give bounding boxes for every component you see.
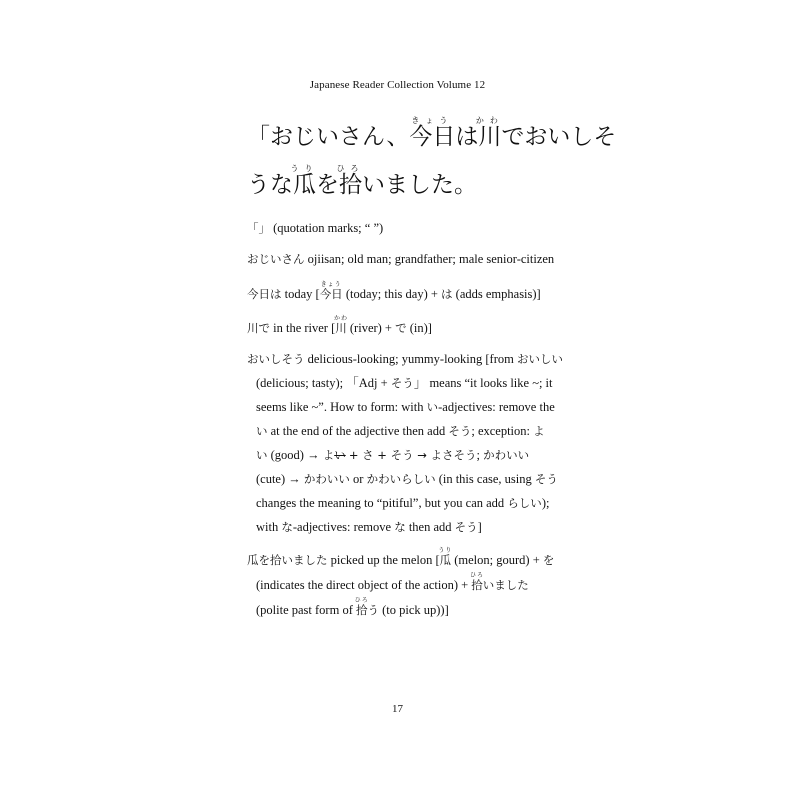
gloss-term: 「」	[247, 221, 270, 235]
gloss-meaning: (to pick up))]	[382, 603, 449, 617]
gloss-jp: いました	[482, 578, 529, 592]
gloss-particle: は	[441, 287, 453, 301]
gloss-furigana	[470, 572, 485, 592]
gloss-meaning: ojiisan; old man; grandfather; male senior-citizen	[307, 252, 555, 266]
gloss-jp: を	[542, 553, 555, 567]
sentence-text: うな	[247, 172, 293, 198]
gloss-jp: な	[281, 520, 293, 534]
gloss-line	[247, 443, 587, 467]
gloss-term: 瓜を拾いました	[247, 553, 328, 567]
gloss-jp: そう	[448, 424, 472, 438]
gloss-jp: らしい	[507, 496, 542, 510]
gloss-meaning: (good) →	[270, 448, 323, 462]
gloss-ojiisan	[247, 247, 587, 271]
gloss-meaning: (delicious; tasty); 「Adj +	[256, 376, 391, 390]
gloss-meaning: 」 means “it looks like ~; it	[413, 376, 553, 390]
gloss-meaning: (indicates the direct object of the action) +	[256, 578, 472, 592]
gloss-furigana	[319, 281, 343, 301]
gloss-particle: で	[395, 321, 407, 335]
gloss-meaning: );	[541, 496, 550, 510]
gloss-reading: きょう	[319, 281, 343, 288]
example-sentence-line-1	[247, 112, 617, 162]
gloss-jp: そう	[454, 520, 478, 534]
gloss-kanji: 今日	[319, 287, 343, 301]
gloss-jp: よ	[322, 448, 335, 462]
sentence-text: でおいしそ	[501, 124, 617, 150]
gloss-furigana	[354, 597, 369, 617]
gloss-line	[247, 572, 587, 597]
kanji-uri: 瓜	[290, 172, 319, 198]
gloss-jp: かわいらしい	[366, 472, 436, 486]
sentence-text: を	[316, 172, 339, 198]
furigana-uri	[290, 164, 319, 198]
gloss-uri-wo-hiroimashita	[247, 547, 587, 622]
gloss-jp: そう	[534, 472, 558, 486]
gloss-meaning: ;	[476, 448, 484, 462]
gloss-meaning: with	[256, 520, 282, 534]
gloss-meaning: today [	[284, 287, 320, 301]
gloss-meaning: changes the meaning to “pitiful”, but you can add	[256, 496, 508, 510]
gloss-line	[247, 371, 587, 395]
gloss-oishisou	[247, 347, 587, 539]
gloss-meaning: (cute) →	[256, 472, 304, 486]
gloss-quotation-marks	[247, 216, 587, 240]
reading-hiro: ひろ	[336, 164, 365, 173]
reading-kawa: かわ	[475, 116, 504, 125]
reading-kyou: きょう	[409, 116, 456, 125]
sentence-text: は	[455, 124, 479, 150]
gloss-kawa-de	[247, 315, 587, 340]
gloss-kyou-wa	[247, 281, 587, 306]
gloss-line	[247, 395, 587, 419]
gloss-meaning: ; exception:	[471, 424, 534, 438]
gloss-meaning: seems like ~”. How to form: with	[256, 400, 427, 414]
gloss-jp: い	[426, 400, 439, 414]
gloss-kanji: 拾	[470, 578, 485, 592]
gloss-jp: そう	[390, 376, 414, 390]
page-header: Japanese Reader Collection Volume 12	[309, 79, 486, 91]
gloss-line	[247, 515, 587, 539]
gloss-line	[247, 547, 587, 572]
gloss-kanji: 拾	[354, 603, 369, 617]
gloss-meaning: (today; this day) +	[345, 287, 442, 301]
gloss-meaning: -adjectives: remove the	[438, 400, 555, 414]
gloss-meaning: (in this case, using	[438, 472, 535, 486]
gloss-meaning: picked up the melon [	[330, 553, 440, 567]
sentence-text: 「おじいさん、	[247, 124, 410, 150]
kanji-kyou: 今日	[409, 124, 456, 150]
gloss-line	[247, 491, 587, 515]
gloss-jp: い	[256, 448, 268, 462]
gloss-meaning: (polite past form of	[256, 603, 356, 617]
gloss-jp: な	[394, 520, 406, 534]
gloss-line	[247, 419, 587, 443]
gloss-reading: うり	[438, 547, 453, 554]
gloss-jp: おいしい	[516, 352, 563, 366]
kanji-hiro: 拾	[336, 172, 365, 198]
gloss-line	[247, 597, 587, 622]
gloss-jp: う	[367, 603, 379, 617]
gloss-meaning: -adjectives: remove	[292, 520, 395, 534]
gloss-meaning: (in)]	[409, 321, 432, 335]
gloss-line	[247, 347, 587, 371]
gloss-meaning: then add	[405, 520, 455, 534]
gloss-kanji: 川	[334, 321, 349, 335]
gloss-jp: よ	[533, 424, 545, 438]
gloss-meaning: delicious-looking; yummy-looking [from	[307, 352, 517, 366]
gloss-meaning: (adds emphasis)]	[455, 287, 541, 301]
furigana-kyou	[409, 116, 456, 150]
gloss-line	[247, 467, 587, 491]
gloss-kanji: 瓜	[438, 553, 453, 567]
furigana-kawa	[475, 116, 504, 150]
sentence-text: いました。	[362, 172, 477, 198]
furigana-hiro	[336, 164, 365, 198]
gloss-reading: かわ	[334, 315, 349, 322]
gloss-reading: ひろ	[470, 572, 485, 579]
reading-uri: うり	[290, 164, 319, 173]
gloss-furigana	[334, 315, 349, 335]
gloss-meaning: ]	[477, 520, 482, 534]
gloss-term: 今日は	[247, 287, 282, 301]
gloss-meaning: or	[349, 472, 367, 486]
gloss-meaning: (river) +	[349, 321, 396, 335]
gloss-struck-kana: い	[334, 448, 346, 462]
gloss-term: 川で	[247, 321, 270, 335]
gloss-jp: かわいい	[483, 448, 530, 462]
gloss-term: おいしそう	[247, 352, 305, 366]
gloss-jp: い	[256, 424, 268, 438]
kanji-kawa: 川	[475, 124, 504, 150]
gloss-furigana	[438, 547, 453, 567]
gloss-meaning: (quotation marks; “ ”)	[273, 221, 384, 235]
example-sentence-line-2	[247, 160, 587, 210]
gloss-reading: ひろ	[354, 597, 369, 604]
gloss-meaning: (melon; gourd) +	[454, 553, 543, 567]
gloss-jp: + さ + そう → よさそう	[348, 448, 477, 462]
page-number: 17	[392, 703, 403, 715]
gloss-term: おじいさん	[247, 252, 305, 266]
gloss-meaning: in the river [	[273, 321, 336, 335]
gloss-jp: かわいい	[303, 472, 350, 486]
gloss-meaning: at the end of the adjective then add	[270, 424, 449, 438]
